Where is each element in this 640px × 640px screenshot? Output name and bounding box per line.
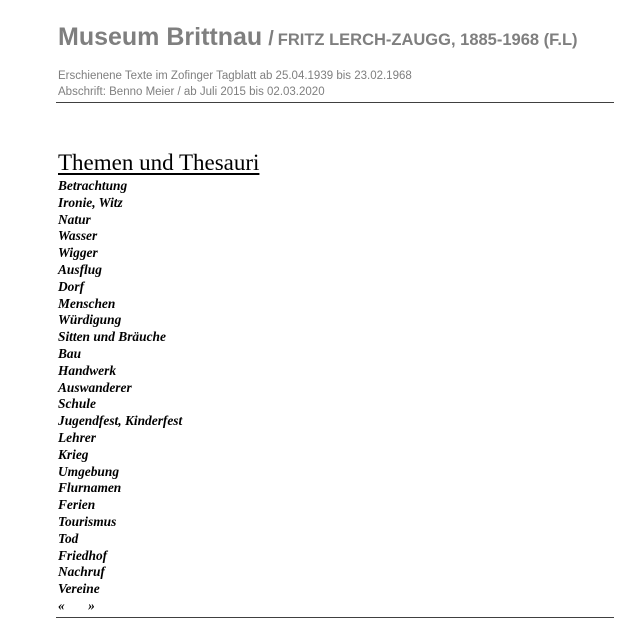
header-divider [56,102,614,103]
author-title: FRITZ LERCH-ZAUGG, 1885-1968 (F.L) [277,31,578,49]
document-header [58,22,614,56]
topic-item: Jugendfest, Kinderfest [58,413,183,429]
topic-item: Betrachtung [58,178,128,193]
topic-item: Sitten und Bräuche [58,329,166,345]
topic-item: Schule [58,396,96,412]
footer-divider [56,617,614,618]
topic-item: Wasser [58,228,98,244]
title-separator: / [268,28,274,50]
topic-item: Umgebung [58,463,120,479]
section-title: Themen und Thesauri [58,150,260,175]
title-row [58,22,614,56]
topic-item: Menschen [58,295,116,311]
topic-item: Natur [58,211,91,227]
topic-item: Dorf [58,278,85,294]
topic-item: Lehrer [58,429,96,445]
topic-item: Auswanderer [58,379,132,395]
topic-item: Ironie, Witz [58,194,123,210]
topic-item: Tourismus [58,513,117,529]
topic-item: Würdigung [58,312,122,328]
topic-item: Vereine [58,581,100,597]
transcription-subtitle: Abschrift: Benno Meier / ab Juli 2015 bis 02.03.2020 [58,86,325,98]
quotation-marks-placeholder: « » [58,597,95,613]
topic-item: Flurnamen [58,480,122,496]
publication-subtitle: Erschienene Texte im Zofinger Tagblatt ab 25.04.1939 bis 23.02.1968 [58,70,412,82]
topic-item: Friedhof [58,547,108,563]
topic-item: Wigger [58,245,98,261]
museum-title: Museum Brittnau [58,23,263,51]
topic-item: Ferien [58,497,96,513]
topic-item: Bau [58,345,82,361]
topic-item: Tod [58,530,79,546]
topic-list [58,178,182,615]
topic-item: Krieg [58,446,89,462]
topic-item: Nachruf [58,564,105,580]
topic-item: Ausflug [58,261,102,277]
topic-item: Handwerk [58,362,117,378]
